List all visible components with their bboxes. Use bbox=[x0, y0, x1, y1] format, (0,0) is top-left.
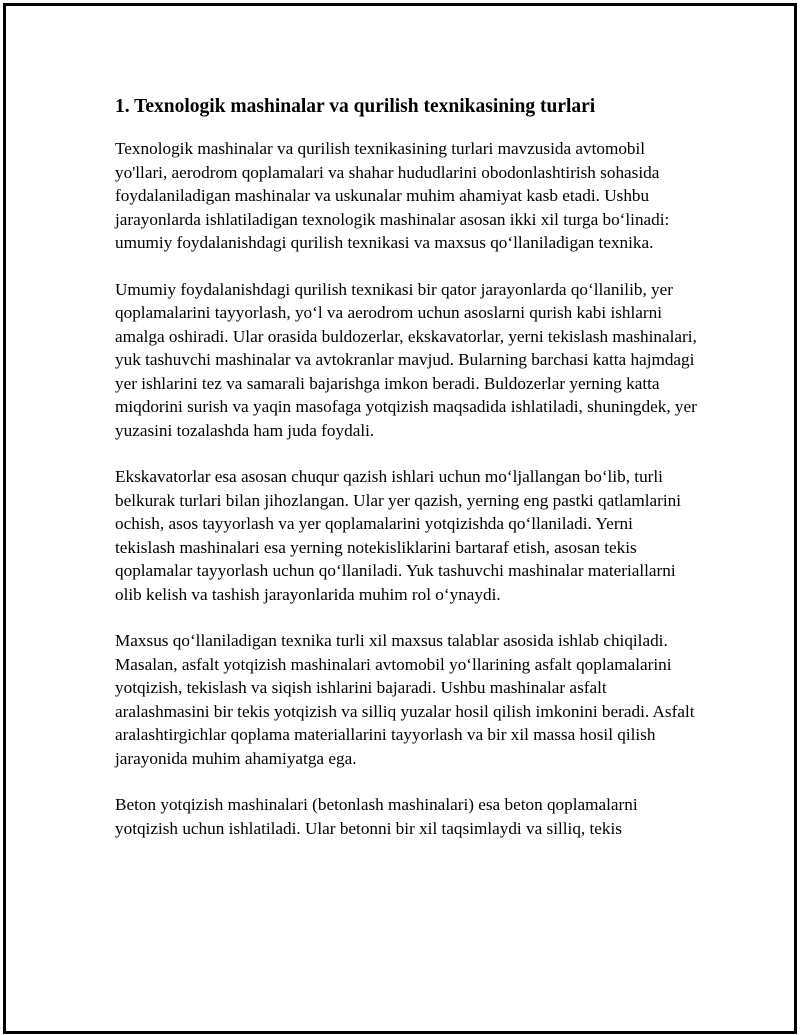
section-heading: 1. Texnologik mashinalar va qurilish texnikasining turlari bbox=[115, 96, 596, 117]
paragraph-3: Ekskavatorlar esa asosan chuqur qazish ishlari uchun mo‘ljallangan bo‘lib, turli belkurak turlari bilan jihozlangan. Ular yer qazish, yerning eng pastki qatlamlarini ochish, asos tayyorlash va yer qoplamalarini yotqizishda qo‘llaniladi. Yerni tekislash mashinalari esa yerning notekisliklarini bartaraf etish, asosan tekis qoplamalar tayyorlash uchun qo‘llaniladi. Yuk tashuvchi mashinalar materiallarni olib kelish va tashish jarayonlarida muhim rol o‘ynaydi. bbox=[115, 467, 682, 604]
paragraph-4: Maxsus qo‘llaniladigan texnika turli xil maxsus talablar asosida ishlab chiqiladi. Masalan, asfalt yotqizish mashinalari avtomobil yo‘llarining asfalt qoplamalarini yotqizish, tekislash va siqish ishlarini bajaradi. Ushbu mashinalar asfalt aralashmasini bir tekis yotqizish va silliq yuzalar hosil qilish imkonini beradi. Asfalt aralashtirgichlar qoplama materiallarini tayyorlash va bir xil massa hosil qilish jarayonida muhim ahamiyatga ega. bbox=[115, 631, 695, 768]
paragraph-2: Umumiy foydalanishdagi qurilish texnikasi bir qator jarayonlarda qo‘llanilib, yer qoplamalarini tayyorlash, yo‘l va aerodrom uchun asoslarni qurish kabi ishlarni amalga oshiradi. Ular orasida buldozerlar, ekskavatorlar, yerni tekislash mashinalari, yuk tashuvchi mashinalar va avtokranlar mavjud. Bularning barchasi katta hajmdagi yer ishlarini tez va samarali bajarishga imkon beradi. Buldozerlar yerning katta miqdorini surish va yaqin masofaga yotqizish maqsadida ishlatiladi, shuningdek, yer yuzasini tozalashda ham juda foydali. bbox=[115, 279, 697, 440]
paragraph-1: Texnologik mashinalar va qurilish texnikasining turlari mavzusida avtomobil yo'llari, aerodrom qoplamalari va shahar hududlarini obodonlashtirish sohasida foydalaniladigan mashinalar va uskunalar muhim ahamiyat kasb etadi. Ushbu jarayonlarda ishlatiladigan texnologik mashinalar asosan ikki xil turga bo‘linadi: umumiy foydalanishdagi qurilish texnikasi va maxsus qo‘llaniladigan texnika. bbox=[115, 139, 670, 252]
paragraph-5: Beton yotqizish mashinalari (betonlash mashinalari) esa beton qoplamalarni yotqizish uchun ishlatiladi. Ular betonni bir xil taqsimlaydi va silliq, tekis bbox=[115, 795, 638, 838]
document-body bbox=[115, 93, 697, 863]
